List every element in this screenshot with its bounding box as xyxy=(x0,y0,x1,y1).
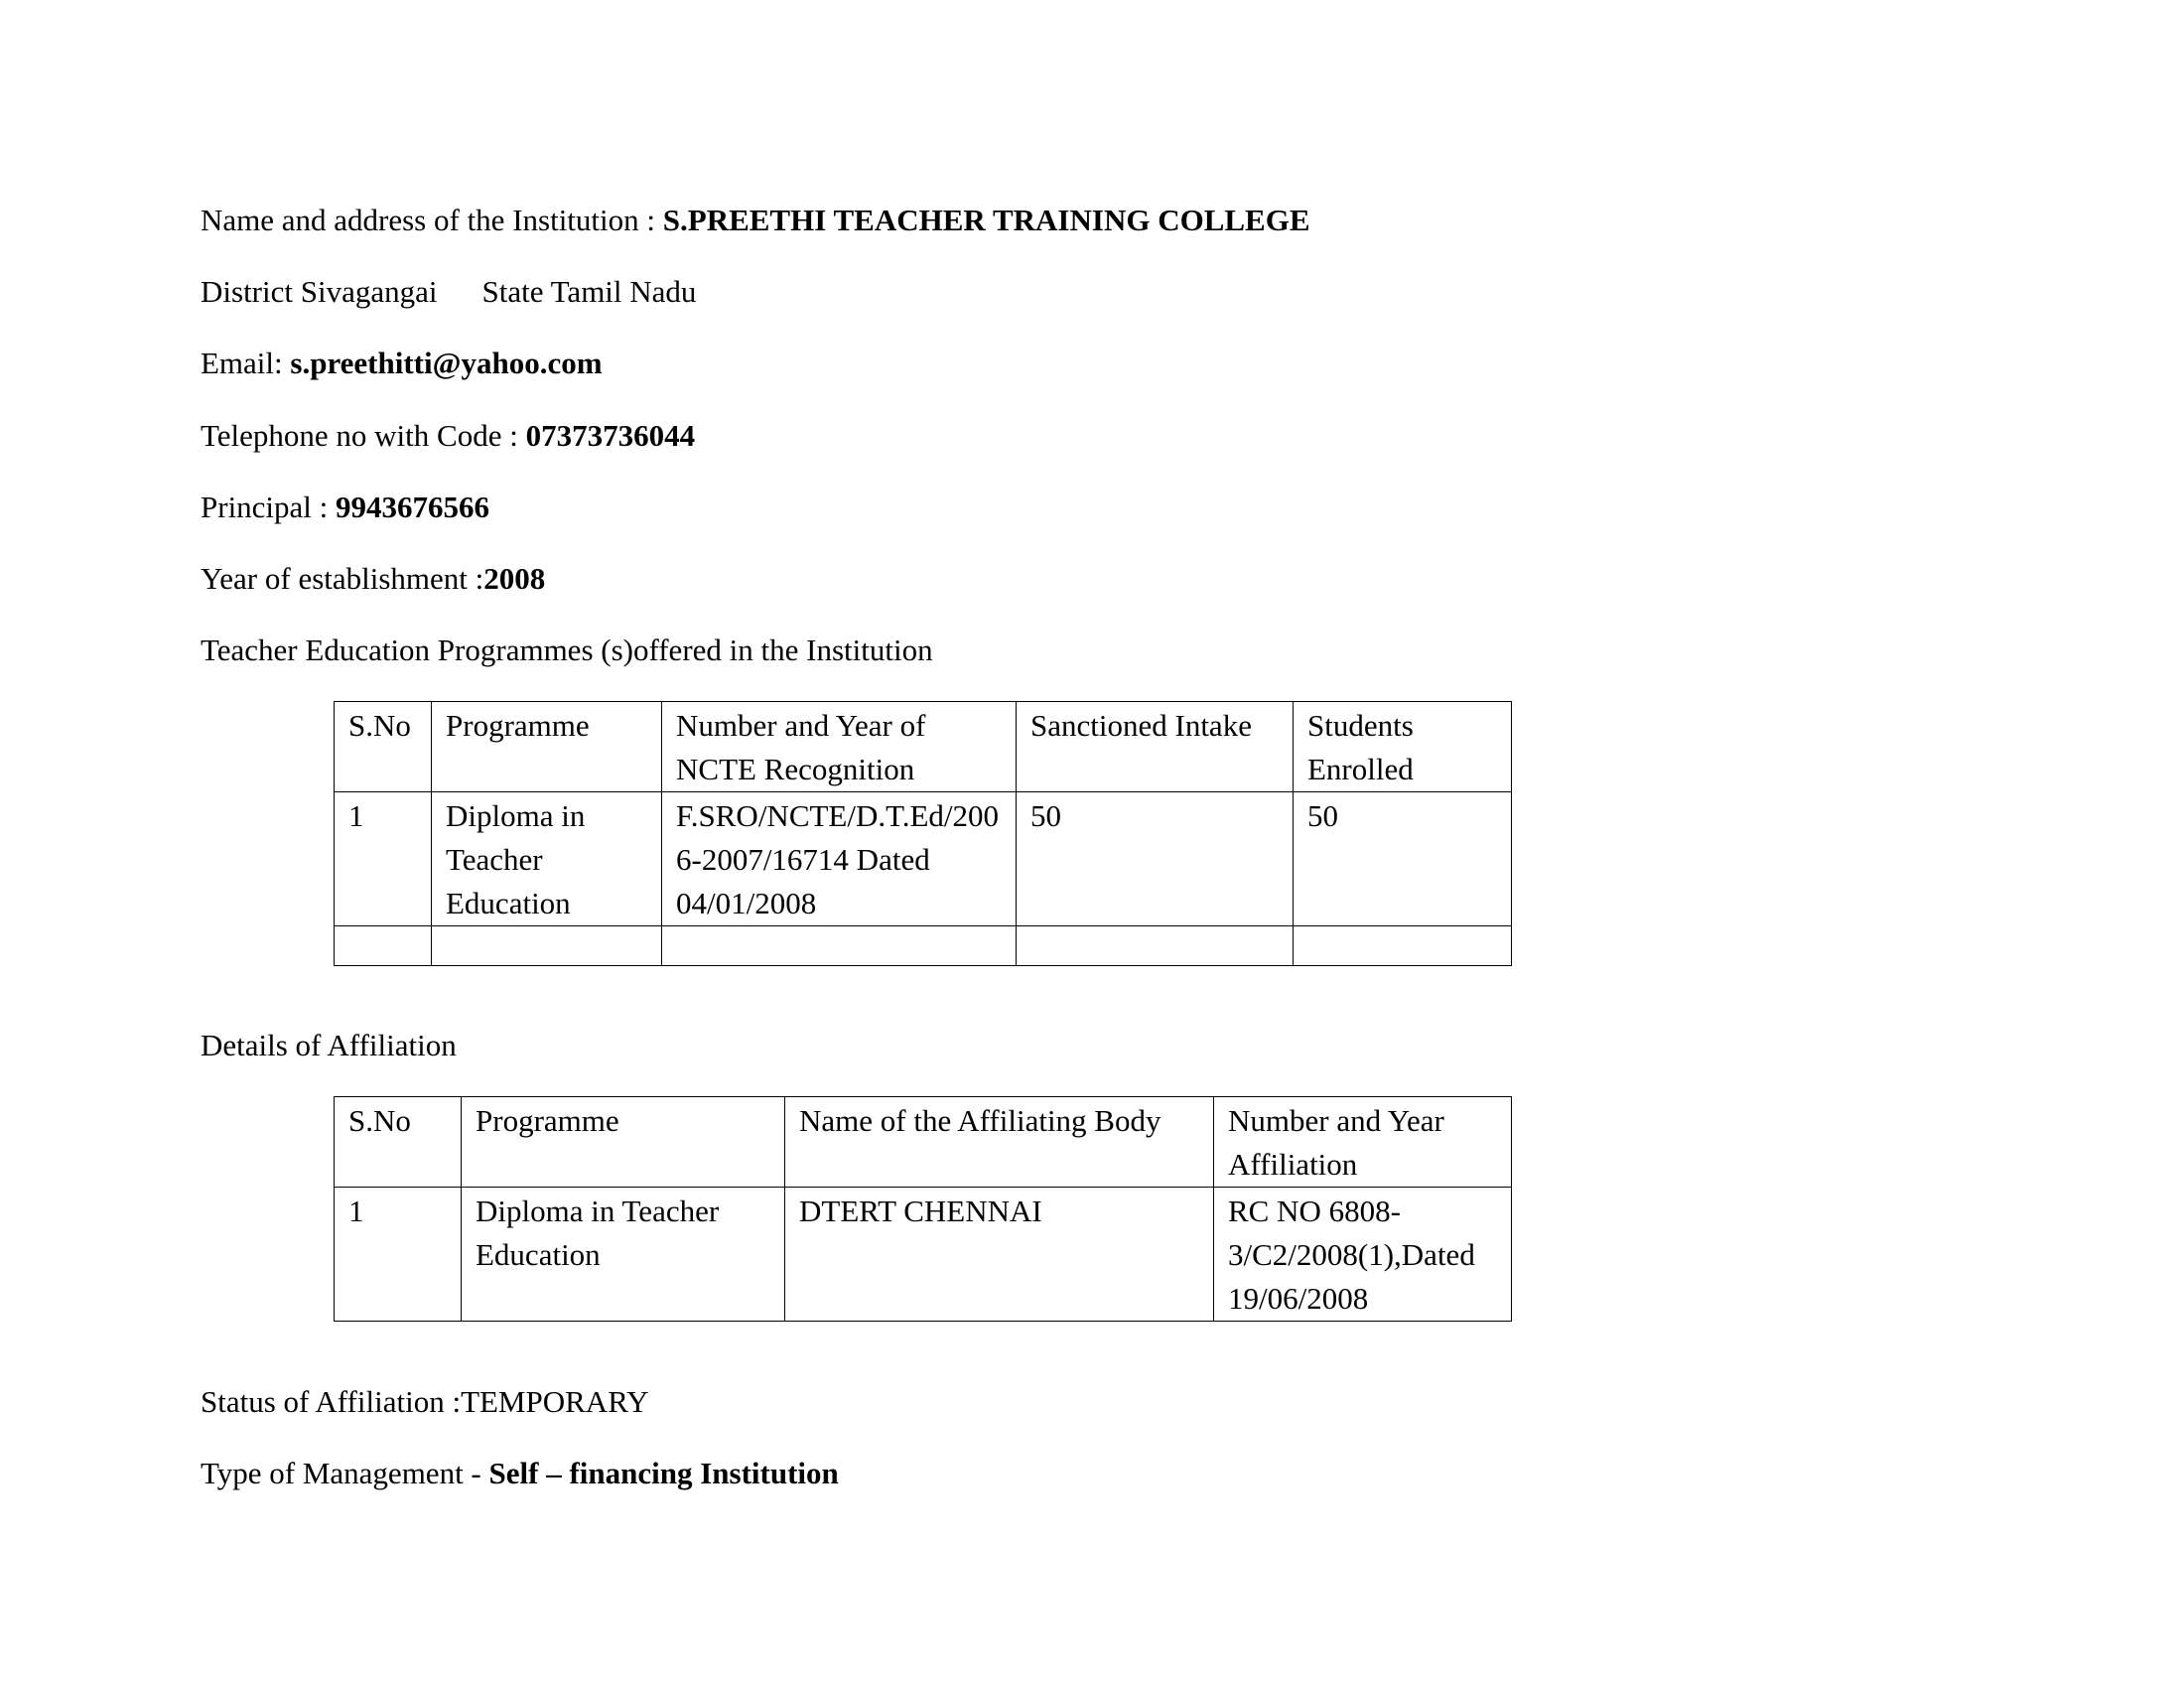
affiliation-heading: Details of Affiliation xyxy=(201,1028,457,1062)
cell-affiliation-number: RC NO 6808-3/C2/2008(1),Dated 19/06/2008 xyxy=(1214,1188,1512,1322)
management-type-value: Self – financing Institution xyxy=(488,1456,839,1490)
institution-name-label: Name and address of the Institution : xyxy=(201,203,663,237)
table-header-row xyxy=(335,702,1512,792)
principal-label: Principal : xyxy=(201,490,337,524)
header-cell-affiliation-number: Number and Year Affiliation xyxy=(1214,1097,1512,1188)
cell-students-enrolled: 50 xyxy=(1294,792,1512,926)
cell-ncte-recognition: F.SRO/NCTE/D.T.Ed/2006-2007/16714 Dated 04/01/2008 xyxy=(662,792,1017,926)
district: District Sivagangai xyxy=(201,274,438,309)
table-row xyxy=(335,792,1512,926)
establishment-label: Year of establishment : xyxy=(201,561,484,596)
programmes-heading: Teacher Education Programmes (s)offered in the Institution xyxy=(201,633,933,667)
table-row xyxy=(335,1188,1512,1322)
header-cell-affiliating-body: Name of the Affiliating Body xyxy=(785,1097,1214,1188)
management-type-line xyxy=(201,1456,839,1491)
cell-sno: 1 xyxy=(335,1188,462,1322)
header-cell-programme: Programme xyxy=(462,1097,785,1188)
email-label: Email: xyxy=(201,346,291,380)
establishment-year: 2008 xyxy=(483,561,546,596)
institution-name: S.PREETHI TEACHER TRAINING COLLEGE xyxy=(662,203,1310,237)
header-cell-sanctioned-intake: Sanctioned Intake xyxy=(1017,702,1294,792)
header-cell-sno: S.No xyxy=(335,1097,462,1188)
header-cell-students-enrolled: Students Enrolled xyxy=(1294,702,1512,792)
management-type-label: Type of Management - xyxy=(201,1456,489,1490)
establishment-line xyxy=(201,561,545,597)
header-cell-sno: S.No xyxy=(335,702,432,792)
programmes-table xyxy=(334,701,1512,966)
telephone-value: 07373736044 xyxy=(525,418,696,453)
affiliation-table xyxy=(334,1096,1512,1322)
affiliation-status-label: Status of Affiliation : xyxy=(201,1384,462,1419)
cell-sno: 1 xyxy=(335,792,432,926)
cell-affiliating-body: DTERT CHENNAI xyxy=(785,1188,1214,1322)
header-cell-ncte-recognition: Number and Year of NCTE Recognition xyxy=(662,702,1017,792)
cell-sanctioned-intake: 50 xyxy=(1017,792,1294,926)
state: State Tamil Nadu xyxy=(481,274,697,309)
principal-value: 9943676566 xyxy=(336,490,490,524)
empty-table-row xyxy=(335,926,1512,966)
telephone-line xyxy=(201,418,695,454)
institution-name-line xyxy=(201,203,1310,238)
table-header-row xyxy=(335,1097,1512,1188)
header-cell-programme: Programme xyxy=(432,702,662,792)
email-value: s.preethitti@yahoo.com xyxy=(290,346,603,380)
cell-programme: Diploma in Teacher Education xyxy=(432,792,662,926)
affiliation-status-line xyxy=(201,1384,649,1420)
location-line xyxy=(201,274,696,310)
affiliation-status-value: TEMPORARY xyxy=(461,1384,649,1419)
cell-programme: Diploma in Teacher Education xyxy=(462,1188,785,1322)
email-line xyxy=(201,346,603,381)
telephone-label: Telephone no with Code : xyxy=(201,418,526,453)
principal-line xyxy=(201,490,489,525)
